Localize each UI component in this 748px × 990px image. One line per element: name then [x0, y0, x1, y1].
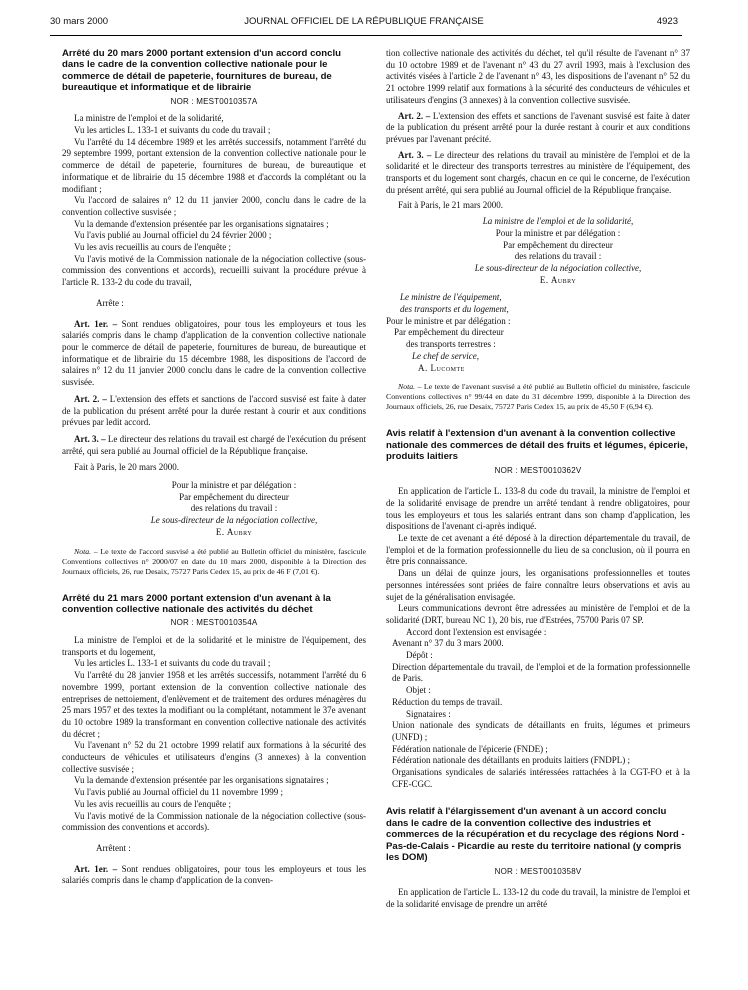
signature-line: des transports et du logement,	[400, 304, 509, 315]
signature-line: Par empêchement du directeur	[179, 491, 289, 502]
accord-line: Accord dont l'extension est envisagée :	[406, 626, 547, 637]
article-2-title: Arrêté du 21 mars 2000 portant extension d'un avenant à la convention collective nationale des activités du déchet	[62, 592, 331, 615]
article-text: Sont rendues obligatoires, pour tous les employeurs et tous les salariés compris dans le champ d'application de la conven-	[62, 863, 366, 886]
article-text: Sont rendues obligatoires, pour tous les employeurs et tous les salariés compris dans le champ d'application de la convention collective nationale pour le commerce de détail de papeterie, fournitures de bureau, de bureautique et informatique et de librairie du 15 décembre 1988, les dispositions de l'accord de salaires n° 12 du 11 janvier 2000 conclu dans le cadre de la convention collective susvisée.	[62, 318, 366, 388]
signature-block	[62, 480, 366, 539]
paragraph: Vu la demande d'extension présentée par les organisations signataires ;	[74, 775, 329, 786]
paragraph: Vu l'arrêté du 14 décembre 1989 et les arrêtés successifs, notamment l'arrêté du 29 septembre 1999, portant extension de la convention collective nationale pour le commerce de détail de papeterie, fournitures de bureau, de bureautique et informatique et de librairie du 15 décembre 1988 et d'accords la complétant ou la modifiant ;	[62, 136, 366, 194]
article-paragraph	[386, 150, 690, 197]
signature-line: des relations du travail :	[190, 503, 278, 514]
signature-line: La ministre de l'emploi et de la solidarité,	[482, 216, 634, 227]
article-label: Art. 1er. –	[74, 318, 118, 329]
paragraph: La ministre de l'emploi et de la solidarité,	[74, 113, 224, 124]
objet-text: Réduction du temps de travail.	[392, 696, 503, 707]
article-label: Art. 3. –	[398, 149, 432, 160]
article-text: Le directeur des relations du travail au ministère de l'emploi et de la solidarité et le directeur des transports terrestres au ministère de l'équipement, des transports et du logement sont chargés, chacun en ce qui le concerne, de l'exécution du présent arrêté, qui sera publié au Journal officiel de la République française.	[386, 149, 690, 195]
signataire-item: Fédération nationale des détaillants en produits laitiers (FNDPL) ;	[392, 755, 630, 766]
signature-block	[386, 292, 690, 374]
objet-heading: Objet :	[406, 685, 431, 696]
paragraph: Vu les avis recueillis au cours de l'enquête ;	[74, 242, 232, 253]
signature-line: Le ministre de l'équipement,	[400, 292, 502, 303]
avis-1-title: Avis relatif à l'extension d'un avenant à la convention collective nationale des commerces de détail des fruits et légumes, épicerie, produits laitiers	[386, 428, 688, 463]
journal-title: JOURNAL OFFICIEL DE LA RÉPUBLIQUE FRANÇAISE	[244, 16, 484, 27]
signature-line: Pour la ministre et par délégation :	[171, 480, 297, 491]
article-paragraph	[62, 319, 366, 389]
paragraph: Vu l'arrêté du 28 janvier 1958 et les arrêtés successifs, notamment l'arrêté du 6 novembre 1999, portant extension de la convention collective nationale des entreprises de nettoiement, d'enlèvement et de traitement des ordures ménagères du 25 mars 1957 et des textes la modifiant ou la complétant, notamment le 37e avenant du 10 octobre 1989 la transformant en convention collective nationale des activités du décret ;	[62, 670, 366, 739]
paragraph: En application de l'article L. 133-8 du code du travail, la ministre de l'emploi et de la solidarité envisage de prendre un arrêté tendant à rendre obligatoires, pour tous les employeurs et tous les salariés entrant dans son champ d'application, les dispositions de l'avenant ci-après indiqué.	[386, 486, 690, 532]
paragraph: Vu l'avis publié au Journal officiel du 24 février 2000 ;	[74, 230, 272, 241]
article-paragraph	[386, 111, 690, 146]
page-number: 4923	[656, 16, 678, 27]
signatory-name: E. Aubry	[539, 274, 577, 285]
paragraph: Vu l'accord de salaires n° 12 du 11 janvier 2000, conclu dans le cadre de la convention collective susvisée ;	[62, 195, 366, 217]
page-header	[50, 16, 678, 30]
arrete-heading: Arrête :	[96, 297, 124, 308]
article-label: Art. 3. –	[74, 433, 106, 444]
paragraph: Vu l'avenant n° 52 du 21 octobre 1999 relatif aux formations à la sécurité des conducteurs de véhicules et utilisateurs d'engins (3 annexes) à la convention collective susvisée ;	[62, 740, 366, 774]
avis-1-nor: NOR : MEST0010362V	[494, 465, 582, 475]
signature-line: Par empêchement du directeur	[503, 239, 613, 250]
note	[386, 382, 690, 412]
signature-line: Le sous-directeur de la négociation collective,	[150, 515, 318, 526]
note	[62, 547, 366, 577]
signatory-name: A. Lucomte	[418, 362, 465, 373]
paragraph: Vu la demande d'extension présentée par les organisations signataires ;	[74, 218, 329, 229]
header-rule	[50, 35, 682, 36]
paragraph: Dans un délai de quinze jours, les organisations professionnelles et toutes personnes intéressées sont priées de faire connaître leurs observations et avis au sujet de la généralisation envisagée.	[386, 568, 690, 602]
depot-text: Direction départementale du travail, de l'emploi et de la formation professionnelle de Paris.	[392, 661, 690, 684]
article-text: L'extension des effets et sanctions de l'accord susvisé est faite à dater de la publication du présent arrêté pour la durée restant à courir et aux conditions prévues par ledit accord.	[62, 393, 366, 428]
signature-date: Fait à Paris, le 21 mars 2000.	[398, 200, 503, 211]
paragraph: tion collective nationale des activités du déchet, tel qu'il résulte de l'avenant n° 37 du 10 octobre 1989 et de l'avenant n° 43 du 27 avril 1993, mais à l'exclusion des activités visées à l'article 2 de l'avenant n° 43, les dispositions de l'avenant n° 52 du 21 octobre 1999 relatif aux formations à la sécurité des conducteurs de véhicules et utilisateurs d'engins (3 annexes) à la convention collective susvisée.	[386, 48, 690, 105]
depot-heading: Dépôt :	[406, 650, 433, 661]
signataire-item: Fédération nationale de l'épicerie (FNDE) ;	[392, 743, 548, 754]
article-label: Art. 2. –	[398, 110, 431, 121]
signature-block	[386, 216, 690, 286]
signataires-heading: Signataires :	[406, 708, 451, 719]
paragraph: Vu les articles L. 133-1 et suivants du code du travail ;	[74, 658, 271, 669]
signature-line: des relations du travail :	[514, 251, 602, 262]
avenant-line: Avenant n° 37 du 3 mars 2000.	[392, 638, 504, 649]
article-paragraph	[62, 864, 366, 887]
signature-line: Par empêchement du directeur	[394, 327, 504, 338]
paragraph: Leurs communications devront être adressées au ministère de l'emploi et de la solidarité (DRT, bureau NC 1), 20 bis, rue d'Estrées, 75700 Paris 07 SP.	[386, 603, 690, 625]
article-1-nor: NOR : MEST0010357A	[170, 96, 258, 106]
signature-line: Le chef de service,	[412, 350, 479, 361]
signatory-name: E. Aubry	[215, 526, 253, 537]
arretent-heading: Arrêtent :	[96, 843, 131, 853]
article-label: Art. 1er. –	[74, 863, 118, 874]
paragraph: En application de l'article L. 133-12 du code du travail, la ministre de l'emploi et de la solidarité envisage de prendre un arrêté	[386, 887, 690, 909]
signataire-item: Union nationale des syndicats de détaillants en fruits, légumes et primeurs (UNFD) ;	[392, 720, 690, 742]
note-label: Nota. –	[74, 546, 98, 556]
article-label: Art. 2. –	[74, 393, 107, 404]
article-1-title: Arrêté du 20 mars 2000 portant extension d'un accord conclu dans le cadre de la convention collective nationale pour le commerce de détail de papeterie, fournitures de bureau, de bureautique et informatique et de librairie	[62, 48, 341, 94]
paragraph: Vu l'avis motivé de la Commission nationale de la négociation collective (sous-commission des conventions et accords), recueilli suivant la procédure prévue à l'article R. 133-2 du code du travail,	[62, 253, 366, 288]
article-text: L'extension des effets et sanctions de l'avenant susvisé est faite à dater de la publication du présent arrêté pour la durée restant à courir et aux conditions prévues par l'avenant précité.	[386, 110, 690, 144]
note-label: Nota. –	[398, 382, 422, 392]
header-date: 30 mars 2000	[50, 16, 109, 27]
note-text: Le texte de l'accord susvisé a été publié au Bulletin officiel du ministère, fascicule Conventions collectives n° 2000/07 en date du 10 mars 2000, disponible à la Direction des Journaux officiels, 26, rue Desaix, 75727 Paris Cedex 15, au prix de 46 F (7,01 €).	[62, 546, 366, 576]
paragraph: Le texte de cet avenant a été déposé à la direction départementale du travail, de l'emploi et de la formation professionnelle du lieu de sa conclusion, où il pourra en être pris connaissance.	[386, 533, 690, 567]
article-text: Le directeur des relations du travail est chargé de l'exécution du présent arrêté, qui sera publié au Journal officiel de la République française.	[62, 433, 366, 456]
article-paragraph	[62, 434, 366, 457]
left-column	[62, 48, 366, 887]
avis-2-title: Avis relatif à l'élargissement d'un avenant à un accord conclu dans le cadre de la convention collective des industries et commerces de la récupération et du recyclage des régions Nord - Pas-de-Calais - Picardie au reste du territoire national (y compris les DOM)	[386, 806, 685, 864]
signature-line: Le sous-directeur de la négociation collective,	[474, 262, 642, 273]
signataire-item: Organisations syndicales de salariés intéressées rattachées à la CGT-FO et à la CFE-CGC.	[392, 767, 690, 789]
right-column	[386, 48, 690, 911]
article-2-nor: NOR : MEST0010354A	[170, 618, 258, 628]
note-text: Le texte de l'avenant susvisé a été publié au Bulletin officiel du ministère, fascicule Conventions collectives n° 99/44 en date du 31 décembre 1999, disponible à la Direction des Journaux officiels, 26, rue Desaix, 75727 Paris Cedex 15, au prix de 45,50 F (6,94 €).	[386, 382, 690, 412]
paragraph: Vu l'avis publié au Journal officiel du 11 novembre 1999 ;	[74, 787, 284, 798]
article-paragraph	[62, 394, 366, 429]
paragraph: Vu les avis recueillis au cours de l'enquête ;	[74, 798, 232, 809]
paragraph: Vu l'avis motivé de la Commission nationale de la négociation collective (sous-commission des conventions et accords).	[62, 810, 366, 833]
signature-line: Pour la ministre et par délégation :	[495, 227, 621, 238]
avis-2-nor: NOR : MEST0010358V	[494, 866, 582, 876]
signature-date: Fait à Paris, le 20 mars 2000.	[74, 462, 179, 473]
signature-line: des transports terrestres :	[406, 339, 496, 350]
signature-line: Pour le ministre et par délégation :	[386, 315, 511, 326]
paragraph: Vu les articles L. 133-1 et suivants du code du travail ;	[74, 125, 271, 136]
paragraph: La ministre de l'emploi et de la solidarité et le ministre de l'équipement, des transports et du logement,	[62, 635, 366, 657]
